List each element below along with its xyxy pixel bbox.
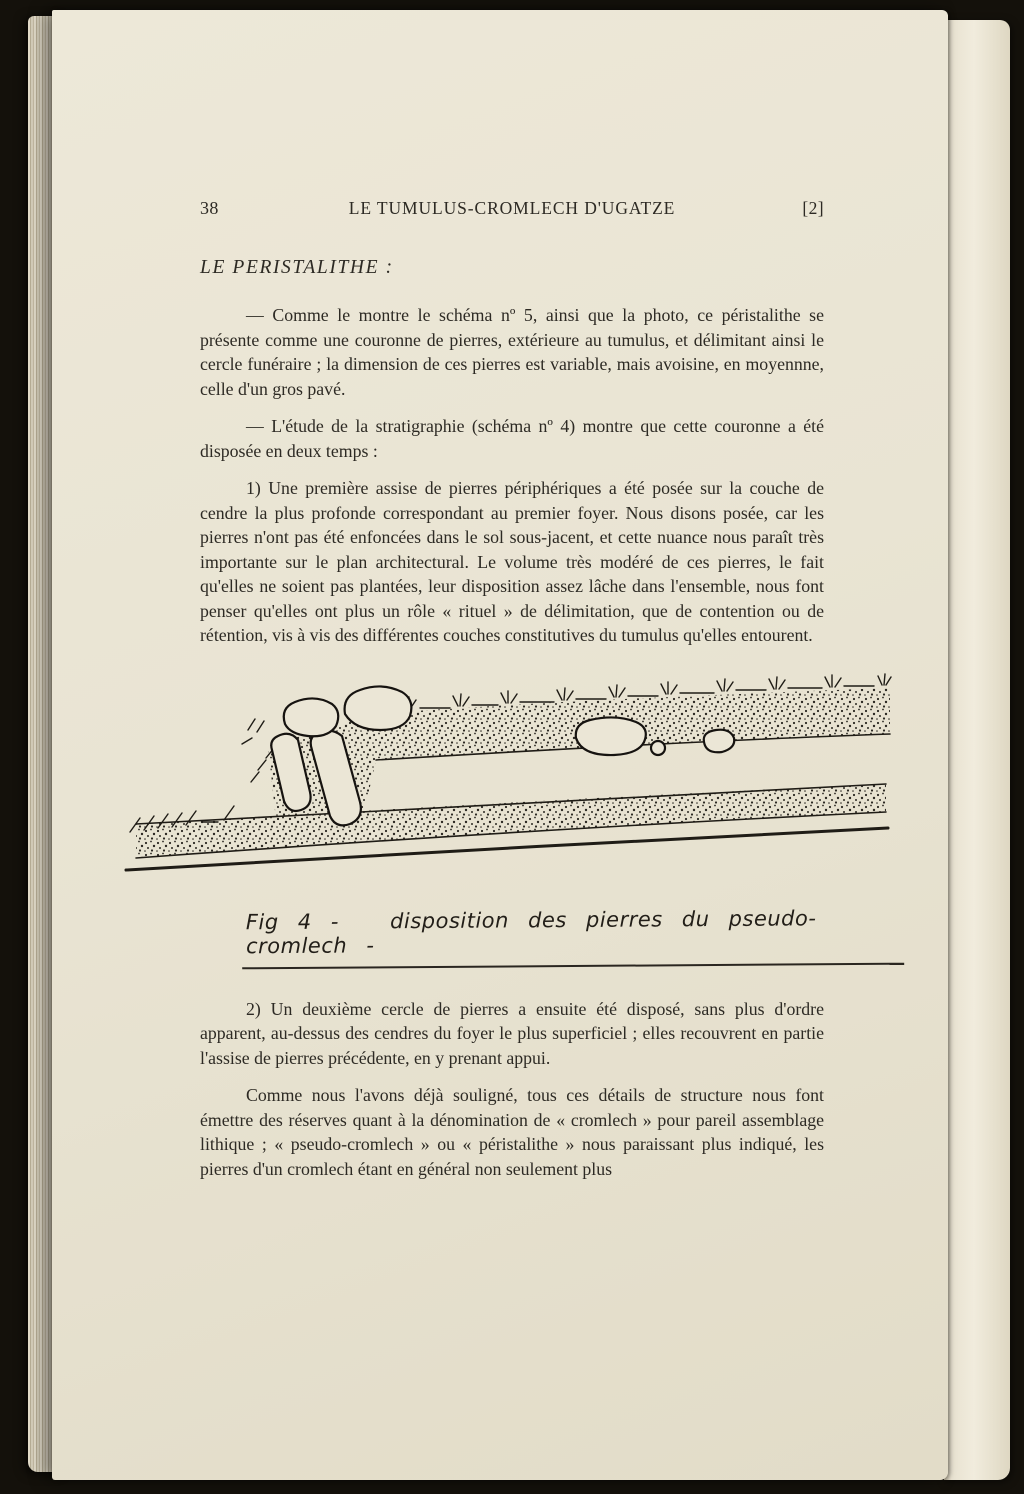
paragraph-conclusion: Comme nous l'avons déjà souligné, tous ces détails de structure nous font émettre des réserves quant à la dénomination de « cromlech » pour pareil assemblage lithique ; « pseudo-cromlech » ou « péristalithe » nous paraissant plus indiqué, les pierres d'un cromlech étant en général non seulement plus <box>200 1085 824 1179</box>
figure-caption-label: Fig 4 - <box>245 909 340 934</box>
stone-round-top <box>345 686 412 730</box>
stone-pebble <box>651 741 665 755</box>
folio-reference: [2] <box>802 198 824 218</box>
next-page-edge <box>944 20 1010 1480</box>
page-content <box>200 198 824 1194</box>
paragraph-peristalithe-1: — Comme le montre le schéma nº 5, ainsi que la photo, ce péristalithe se présente comme une couronne de pierres, extérieure au tumulus, et délimitant ainsi le cercle funéraire ; la dimension de ces pierres est variable, mais avoisine, en moyennne, celle d'un gros pavé. <box>200 305 824 399</box>
paragraph-second-cercle: 2) Un deuxième cercle de pierres a ensuite été disposé, sans plus d'ordre apparent, au-dessus des cendres du foyer le plus superficiel ; elles recouvrent en partie l'assise de pierres précédente, en y prenant appui. <box>200 998 824 1068</box>
section-heading: LE PERISTALITHE : <box>200 257 394 278</box>
stone-large-right <box>576 717 646 755</box>
cross-section-drawing <box>120 672 904 874</box>
figure-caption <box>242 905 904 969</box>
figure-4 <box>120 672 904 967</box>
running-title: LE TUMULUS-CROMLECH D'UGATZE <box>348 198 676 218</box>
stone-small-right <box>704 729 735 752</box>
paragraph-peristalithe-2: — L'étude de la stratigraphie (schéma nº 4) montre que cette couronne a été disposée en deux temps : <box>200 416 824 461</box>
book-page <box>52 10 948 1480</box>
stone-round-left <box>284 698 339 736</box>
page-header <box>200 198 824 219</box>
paragraph-first-assise: 1) Une première assise de pierres périphériques a été posée sur la couche de cendre la plus profonde correspondant au premier foyer. Nous disons posée, car les pierres n'ont pas été enfoncées dans le sol sous-jacent, et cette nuance nous paraît très importante sur le plan architectural. Le volume très modéré de ces pierres, le fait qu'elles ne soient pas plantées, leur disposition assez lâche dans l'ensemble, nous font penser qu'elles ont plus un rôle « rituel » de délimitation, que de contention ou de rétention, vis à vis des différentes couches constitutives du tumulus qu'elles entourent. <box>200 478 824 645</box>
page-number: 38 <box>200 198 219 218</box>
figure-caption-text: disposition des pierres du pseudo-cromlech - <box>245 905 817 958</box>
